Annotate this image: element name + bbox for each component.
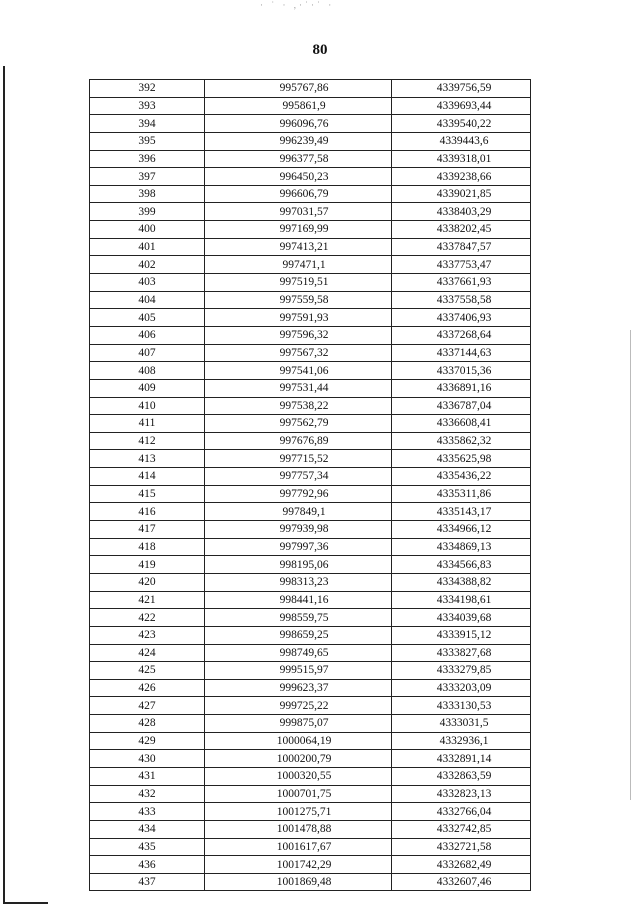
table-row [90, 750, 531, 768]
point-number-cell: 429 [90, 732, 205, 750]
y-coordinate-cell: 4333915,12 [392, 626, 531, 644]
scan-left-border [3, 66, 5, 904]
y-coordinate-cell: 4332766,04 [392, 803, 531, 821]
point-number-cell: 435 [90, 838, 205, 856]
x-coordinate-cell: 1001478,88 [205, 820, 392, 838]
x-coordinate-cell: 997591,93 [205, 309, 392, 327]
point-number-cell: 434 [90, 820, 205, 838]
x-coordinate-cell: 998195,06 [205, 556, 392, 574]
point-number-cell: 427 [90, 697, 205, 715]
x-coordinate-cell: 995767,86 [205, 80, 392, 98]
y-coordinate-cell: 4332863,59 [392, 767, 531, 785]
table-row [90, 379, 531, 397]
x-coordinate-cell: 997792,96 [205, 485, 392, 503]
point-number-cell: 428 [90, 715, 205, 733]
table-row [90, 97, 531, 115]
table-row [90, 203, 531, 221]
table-row [90, 785, 531, 803]
x-coordinate-cell: 997413,21 [205, 238, 392, 256]
y-coordinate-cell: 4337406,93 [392, 309, 531, 327]
table-row [90, 397, 531, 415]
table-row [90, 468, 531, 486]
x-coordinate-cell: 1000064,19 [205, 732, 392, 750]
point-number-cell: 426 [90, 679, 205, 697]
y-coordinate-cell: 4339693,44 [392, 97, 531, 115]
table-row [90, 591, 531, 609]
point-number-cell: 410 [90, 397, 205, 415]
x-coordinate-cell: 996239,49 [205, 132, 392, 150]
table-row [90, 115, 531, 133]
table-row [90, 450, 531, 468]
x-coordinate-cell: 1001869,48 [205, 873, 392, 891]
point-number-cell: 431 [90, 767, 205, 785]
y-coordinate-cell: 4337661,93 [392, 274, 531, 292]
table-row [90, 697, 531, 715]
point-number-cell: 436 [90, 856, 205, 874]
table-row [90, 132, 531, 150]
scan-noise-marks: · ˙ · ,·˙·˙ · [260, 0, 335, 10]
point-number-cell: 402 [90, 256, 205, 274]
x-coordinate-cell: 998313,23 [205, 573, 392, 591]
x-coordinate-cell: 997567,32 [205, 344, 392, 362]
coordinates-table [89, 79, 531, 891]
point-number-cell: 396 [90, 150, 205, 168]
y-coordinate-cell: 4335862,32 [392, 432, 531, 450]
table-row [90, 274, 531, 292]
x-coordinate-cell: 1000200,79 [205, 750, 392, 768]
y-coordinate-cell: 4337144,63 [392, 344, 531, 362]
point-number-cell: 415 [90, 485, 205, 503]
x-coordinate-cell: 1001742,29 [205, 856, 392, 874]
table-row [90, 873, 531, 891]
point-number-cell: 421 [90, 591, 205, 609]
y-coordinate-cell: 4334388,82 [392, 573, 531, 591]
table-row [90, 715, 531, 733]
x-coordinate-cell: 997849,1 [205, 503, 392, 521]
table-row [90, 150, 531, 168]
y-coordinate-cell: 4335143,17 [392, 503, 531, 521]
point-number-cell: 430 [90, 750, 205, 768]
x-coordinate-cell: 997531,44 [205, 379, 392, 397]
x-coordinate-cell: 999623,37 [205, 679, 392, 697]
table-row [90, 415, 531, 433]
y-coordinate-cell: 4337847,57 [392, 238, 531, 256]
point-number-cell: 412 [90, 432, 205, 450]
y-coordinate-cell: 4332936,1 [392, 732, 531, 750]
table-row [90, 485, 531, 503]
x-coordinate-cell: 996450,23 [205, 168, 392, 186]
y-coordinate-cell: 4332742,85 [392, 820, 531, 838]
table-row [90, 838, 531, 856]
table-row [90, 362, 531, 380]
x-coordinate-cell: 997541,06 [205, 362, 392, 380]
point-number-cell: 423 [90, 626, 205, 644]
y-coordinate-cell: 4334198,61 [392, 591, 531, 609]
y-coordinate-cell: 4338202,45 [392, 221, 531, 239]
point-number-cell: 394 [90, 115, 205, 133]
x-coordinate-cell: 995861,9 [205, 97, 392, 115]
x-coordinate-cell: 1001617,67 [205, 838, 392, 856]
point-number-cell: 419 [90, 556, 205, 574]
y-coordinate-cell: 4332891,14 [392, 750, 531, 768]
point-number-cell: 408 [90, 362, 205, 380]
point-number-cell: 433 [90, 803, 205, 821]
scan-bottom-border [3, 902, 48, 904]
y-coordinate-cell: 4335625,98 [392, 450, 531, 468]
y-coordinate-cell: 4337015,36 [392, 362, 531, 380]
y-coordinate-cell: 4332823,13 [392, 785, 531, 803]
x-coordinate-cell: 1001275,71 [205, 803, 392, 821]
point-number-cell: 398 [90, 185, 205, 203]
y-coordinate-cell: 4334039,68 [392, 609, 531, 627]
y-coordinate-cell: 4339318,01 [392, 150, 531, 168]
y-coordinate-cell: 4336787,04 [392, 397, 531, 415]
x-coordinate-cell: 997538,22 [205, 397, 392, 415]
y-coordinate-cell: 4332607,46 [392, 873, 531, 891]
point-number-cell: 414 [90, 468, 205, 486]
point-number-cell: 409 [90, 379, 205, 397]
point-number-cell: 399 [90, 203, 205, 221]
y-coordinate-cell: 4334966,12 [392, 521, 531, 539]
table-row [90, 679, 531, 697]
y-coordinate-cell: 4339238,66 [392, 168, 531, 186]
y-coordinate-cell: 4332682,49 [392, 856, 531, 874]
table-row [90, 538, 531, 556]
point-number-cell: 418 [90, 538, 205, 556]
x-coordinate-cell: 997997,36 [205, 538, 392, 556]
table-row [90, 521, 531, 539]
x-coordinate-cell: 1000320,55 [205, 767, 392, 785]
table-row [90, 185, 531, 203]
point-number-cell: 392 [90, 80, 205, 98]
y-coordinate-cell: 4334869,13 [392, 538, 531, 556]
table-row [90, 820, 531, 838]
y-coordinate-cell: 4333203,09 [392, 679, 531, 697]
coordinates-table-body [90, 80, 531, 891]
point-number-cell: 404 [90, 291, 205, 309]
x-coordinate-cell: 1000701,75 [205, 785, 392, 803]
point-number-cell: 416 [90, 503, 205, 521]
x-coordinate-cell: 998659,25 [205, 626, 392, 644]
y-coordinate-cell: 4335436,22 [392, 468, 531, 486]
y-coordinate-cell: 4333031,5 [392, 715, 531, 733]
scan-right-border [630, 330, 631, 800]
point-number-cell: 403 [90, 274, 205, 292]
table-row [90, 609, 531, 627]
y-coordinate-cell: 4337268,64 [392, 326, 531, 344]
table-row [90, 80, 531, 98]
y-coordinate-cell: 4332721,58 [392, 838, 531, 856]
point-number-cell: 417 [90, 521, 205, 539]
x-coordinate-cell: 996606,79 [205, 185, 392, 203]
y-coordinate-cell: 4333827,68 [392, 644, 531, 662]
x-coordinate-cell: 997939,98 [205, 521, 392, 539]
x-coordinate-cell: 997519,51 [205, 274, 392, 292]
table-row [90, 309, 531, 327]
x-coordinate-cell: 998441,16 [205, 591, 392, 609]
table-row [90, 644, 531, 662]
x-coordinate-cell: 999725,22 [205, 697, 392, 715]
table-row [90, 662, 531, 680]
table-row [90, 344, 531, 362]
y-coordinate-cell: 4337753,47 [392, 256, 531, 274]
table-row [90, 732, 531, 750]
y-coordinate-cell: 4339540,22 [392, 115, 531, 133]
point-number-cell: 411 [90, 415, 205, 433]
x-coordinate-cell: 996096,76 [205, 115, 392, 133]
x-coordinate-cell: 997562,79 [205, 415, 392, 433]
x-coordinate-cell: 997031,57 [205, 203, 392, 221]
point-number-cell: 425 [90, 662, 205, 680]
x-coordinate-cell: 997596,32 [205, 326, 392, 344]
x-coordinate-cell: 997471,1 [205, 256, 392, 274]
table-row [90, 573, 531, 591]
y-coordinate-cell: 4339756,59 [392, 80, 531, 98]
x-coordinate-cell: 997559,58 [205, 291, 392, 309]
point-number-cell: 432 [90, 785, 205, 803]
y-coordinate-cell: 4336608,41 [392, 415, 531, 433]
x-coordinate-cell: 997757,34 [205, 468, 392, 486]
point-number-cell: 420 [90, 573, 205, 591]
y-coordinate-cell: 4338403,29 [392, 203, 531, 221]
point-number-cell: 397 [90, 168, 205, 186]
y-coordinate-cell: 4335311,86 [392, 485, 531, 503]
page-number: 80 [312, 42, 328, 58]
table-row [90, 168, 531, 186]
x-coordinate-cell: 998559,75 [205, 609, 392, 627]
point-number-cell: 393 [90, 97, 205, 115]
x-coordinate-cell: 997169,99 [205, 221, 392, 239]
y-coordinate-cell: 4333130,53 [392, 697, 531, 715]
point-number-cell: 401 [90, 238, 205, 256]
table-row [90, 326, 531, 344]
point-number-cell: 422 [90, 609, 205, 627]
x-coordinate-cell: 997676,89 [205, 432, 392, 450]
table-row [90, 626, 531, 644]
table-row [90, 432, 531, 450]
x-coordinate-cell: 999875,07 [205, 715, 392, 733]
y-coordinate-cell: 4334566,83 [392, 556, 531, 574]
table-row [90, 856, 531, 874]
point-number-cell: 407 [90, 344, 205, 362]
x-coordinate-cell: 999515,97 [205, 662, 392, 680]
x-coordinate-cell: 996377,58 [205, 150, 392, 168]
point-number-cell: 400 [90, 221, 205, 239]
table-row [90, 503, 531, 521]
table-row [90, 238, 531, 256]
y-coordinate-cell: 4339443,6 [392, 132, 531, 150]
point-number-cell: 406 [90, 326, 205, 344]
x-coordinate-cell: 998749,65 [205, 644, 392, 662]
table-row [90, 556, 531, 574]
point-number-cell: 413 [90, 450, 205, 468]
table-row [90, 803, 531, 821]
y-coordinate-cell: 4337558,58 [392, 291, 531, 309]
point-number-cell: 395 [90, 132, 205, 150]
x-coordinate-cell: 997715,52 [205, 450, 392, 468]
point-number-cell: 405 [90, 309, 205, 327]
point-number-cell: 437 [90, 873, 205, 891]
table-row [90, 767, 531, 785]
y-coordinate-cell: 4333279,85 [392, 662, 531, 680]
y-coordinate-cell: 4339021,85 [392, 185, 531, 203]
point-number-cell: 424 [90, 644, 205, 662]
table-row [90, 221, 531, 239]
table-row [90, 256, 531, 274]
y-coordinate-cell: 4336891,16 [392, 379, 531, 397]
table-row [90, 291, 531, 309]
